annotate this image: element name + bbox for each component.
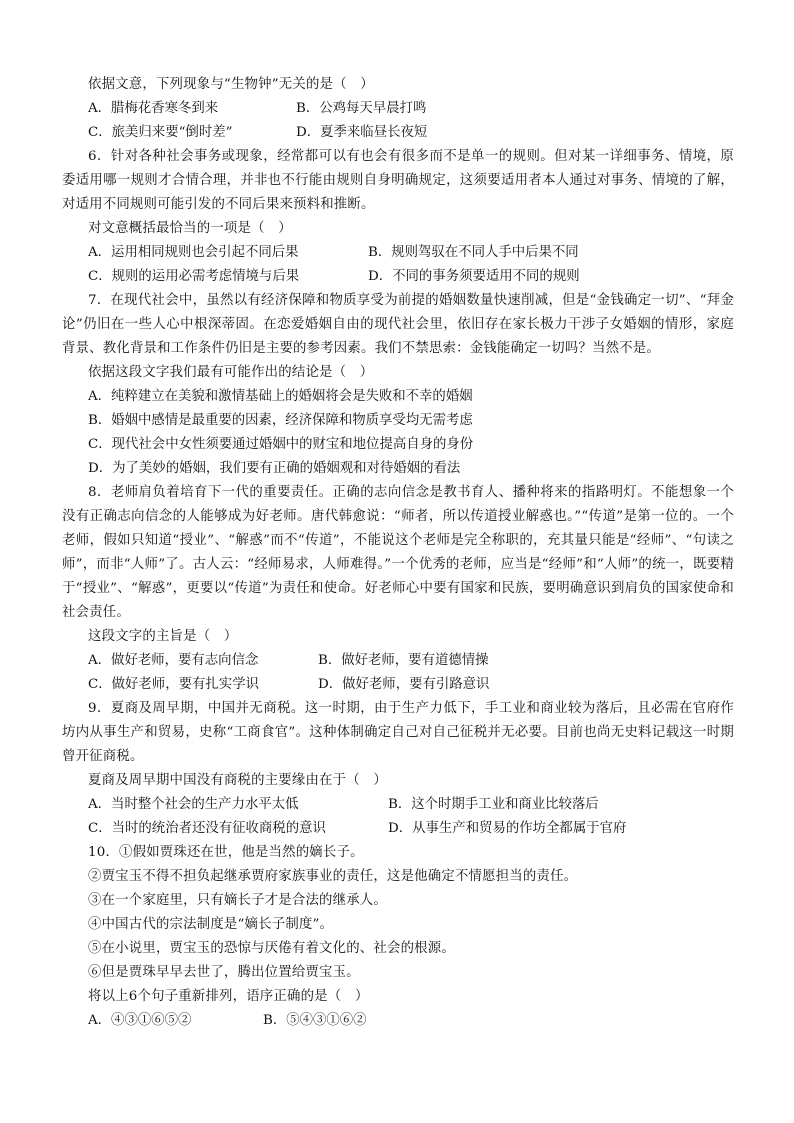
question-prompt: 这段文字的主旨是（ ）: [88, 629, 238, 644]
question-stem: 7．在现代社会中，虽然以有经济保障和物质享受为前提的婚姻数量快速削减，但是“金钱确定一切”、“拜金论”仍旧在一些人心中根深蒂固。在恋爱婚姻自由的现代社会里，依旧存在家长极力干涉子女婚姻的情形，家庭背景、教化背景和工作条件仍旧是主要的参考因素。我们不禁思索：金钱能确定一切吗？当然不是。: [62, 293, 734, 356]
question-8: [62, 481, 734, 697]
option-b: B．婚姻中感情是最重要的因素，经济保障和物质享受均无需考虑: [88, 413, 473, 428]
question-prompt: 将以上6个句子重新排列，语序正确的是（ ）: [88, 989, 369, 1004]
option-a: A．做好老师，要有志向信念: [88, 653, 259, 668]
option-c: C．做好老师，要有扎实学识: [88, 677, 259, 692]
sentence-line: ⑥但是贾珠早早去世了，腾出位置给贾宝玉。: [88, 965, 360, 980]
option-d: D．为了美妙的婚姻，我们要有正确的婚姻观和对待婚姻的看法: [88, 461, 461, 476]
option-c: C．规则的运用必需考虑情境与后果: [88, 269, 300, 284]
question-prompt: 对文意概括最恰当的一项是（ ）: [88, 221, 292, 236]
option-c: C．现代社会中女性须要通过婚姻中的财宝和地位提高自身的身份: [88, 437, 474, 452]
option-row: [88, 673, 734, 697]
option-row: [88, 817, 734, 841]
sentence-line: 10．①假如贾珠还在世，他是当然的嫡长子。: [88, 845, 364, 860]
question-stem: 6．针对各种社会事务或现象，经常都可以有也会有很多而不是单一的规则。但对某一详细事务、情境，原委适用哪一规则才合情合理，并非也不行能由规则自身明确规定，这须要适用者本人通过对事务、情境的了解，对适用不同规则可能引发的不同后果来预料和推断。: [62, 149, 734, 212]
question-5-tail: [62, 73, 734, 145]
option-row: [88, 241, 734, 265]
question-prompt: 依据文意，下列现象与“生物钟”无关的是（ ）: [88, 77, 374, 92]
option-a: A．④③①⑥⑤②: [88, 1013, 192, 1028]
option-row: [88, 793, 734, 817]
sentence-line: ②贾宝玉不得不担负起继承贾府家族事业的责任，这是他确定不情愿担当的责任。: [88, 869, 578, 884]
sentence-line: ③在一个家庭里，只有嫡长子才是合法的继承人。: [88, 893, 387, 908]
question-stem: 9．夏商及周早期，中国并无商税。这一时期，由于生产力低下，手工业和商业较为落后，且必需在官府作坊内从事生产和贸易，史称“工商食官”。这种体制确定自己对自己征税并无必要。目前也尚无史料记载这一时期曾开征商税。: [62, 701, 734, 764]
option-a: A．腊梅花香寒冬到来: [88, 101, 219, 116]
option-d: D．夏季来临昼长夜短: [296, 125, 428, 140]
option-row: [88, 649, 734, 673]
option-row: [88, 1009, 734, 1033]
sentence-line: ④中国古代的宗法制度是“嫡长子制度”。: [88, 917, 334, 932]
question-6: [62, 145, 734, 289]
option-row: [88, 121, 734, 145]
option-d: D．不同的事务须要适用不同的规则: [368, 269, 580, 284]
option-d: D．从事生产和贸易的作坊全都属于官府: [388, 821, 627, 836]
option-b: B．⑤④③①⑥②: [263, 1013, 367, 1028]
option-c: C．当时的统治者还没有征收商税的意识: [88, 821, 326, 836]
option-c: C．旅美归来要“倒时差”: [88, 125, 233, 140]
option-b: B．做好老师，要有道德情操: [318, 653, 489, 668]
question-9: [62, 697, 734, 841]
sentence-line: ⑤在小说里，贾宝玉的恐惊与厌倦有着文化的、社会的根源。: [88, 941, 455, 956]
question-prompt: 夏商及周早期中国没有商税的主要缘由在于（ ）: [88, 773, 387, 788]
option-row: [88, 97, 734, 121]
option-b: B．这个时期手工业和商业比较落后: [388, 797, 599, 812]
option-a: A．当时整个社会的生产力水平太低: [88, 797, 299, 812]
question-7: [62, 289, 734, 481]
question-stem: 8．老师肩负着培育下一代的重要责任。正确的志向信念是教书育人、播种将来的指路明灯。不能想象一个没有正确志向信念的人能够成为好老师。唐代韩愈说：“师者，所以传道授业解惑也。”“传道”是第一位的。一个老师，假如只知道“授业”、“解惑”而不“传道”，不能说这个老师是完全称职的，充其量只能是“经师”、“句读之师”，而非“人师”了。古人云：“经师易求，人师难得。”一个优秀的老师，应当是“经师”和“人师”的统一，既要精于“授业”、“解惑”，更要以“传道”为责任和使命。好老师心中要有国家和民族，要明确意识到肩负的国家使命和社会责任。: [62, 485, 734, 620]
question-prompt: 依据这段文字我们最有可能作出的结论是（ ）: [88, 365, 374, 380]
option-a: A．运用相同规则也会引起不同后果: [88, 245, 299, 260]
option-a: A．纯粹建立在美貌和激情基础上的婚姻将会是失败和不幸的婚姻: [88, 389, 473, 404]
option-d: D．做好老师，要有引路意识: [318, 677, 490, 692]
exam-page: [62, 73, 734, 1033]
option-row: [88, 265, 734, 289]
option-b: B．规则驾驭在不同人手中后果不同: [368, 245, 579, 260]
option-b: B．公鸡每天早晨打鸣: [296, 101, 427, 116]
question-10: [62, 841, 734, 1033]
